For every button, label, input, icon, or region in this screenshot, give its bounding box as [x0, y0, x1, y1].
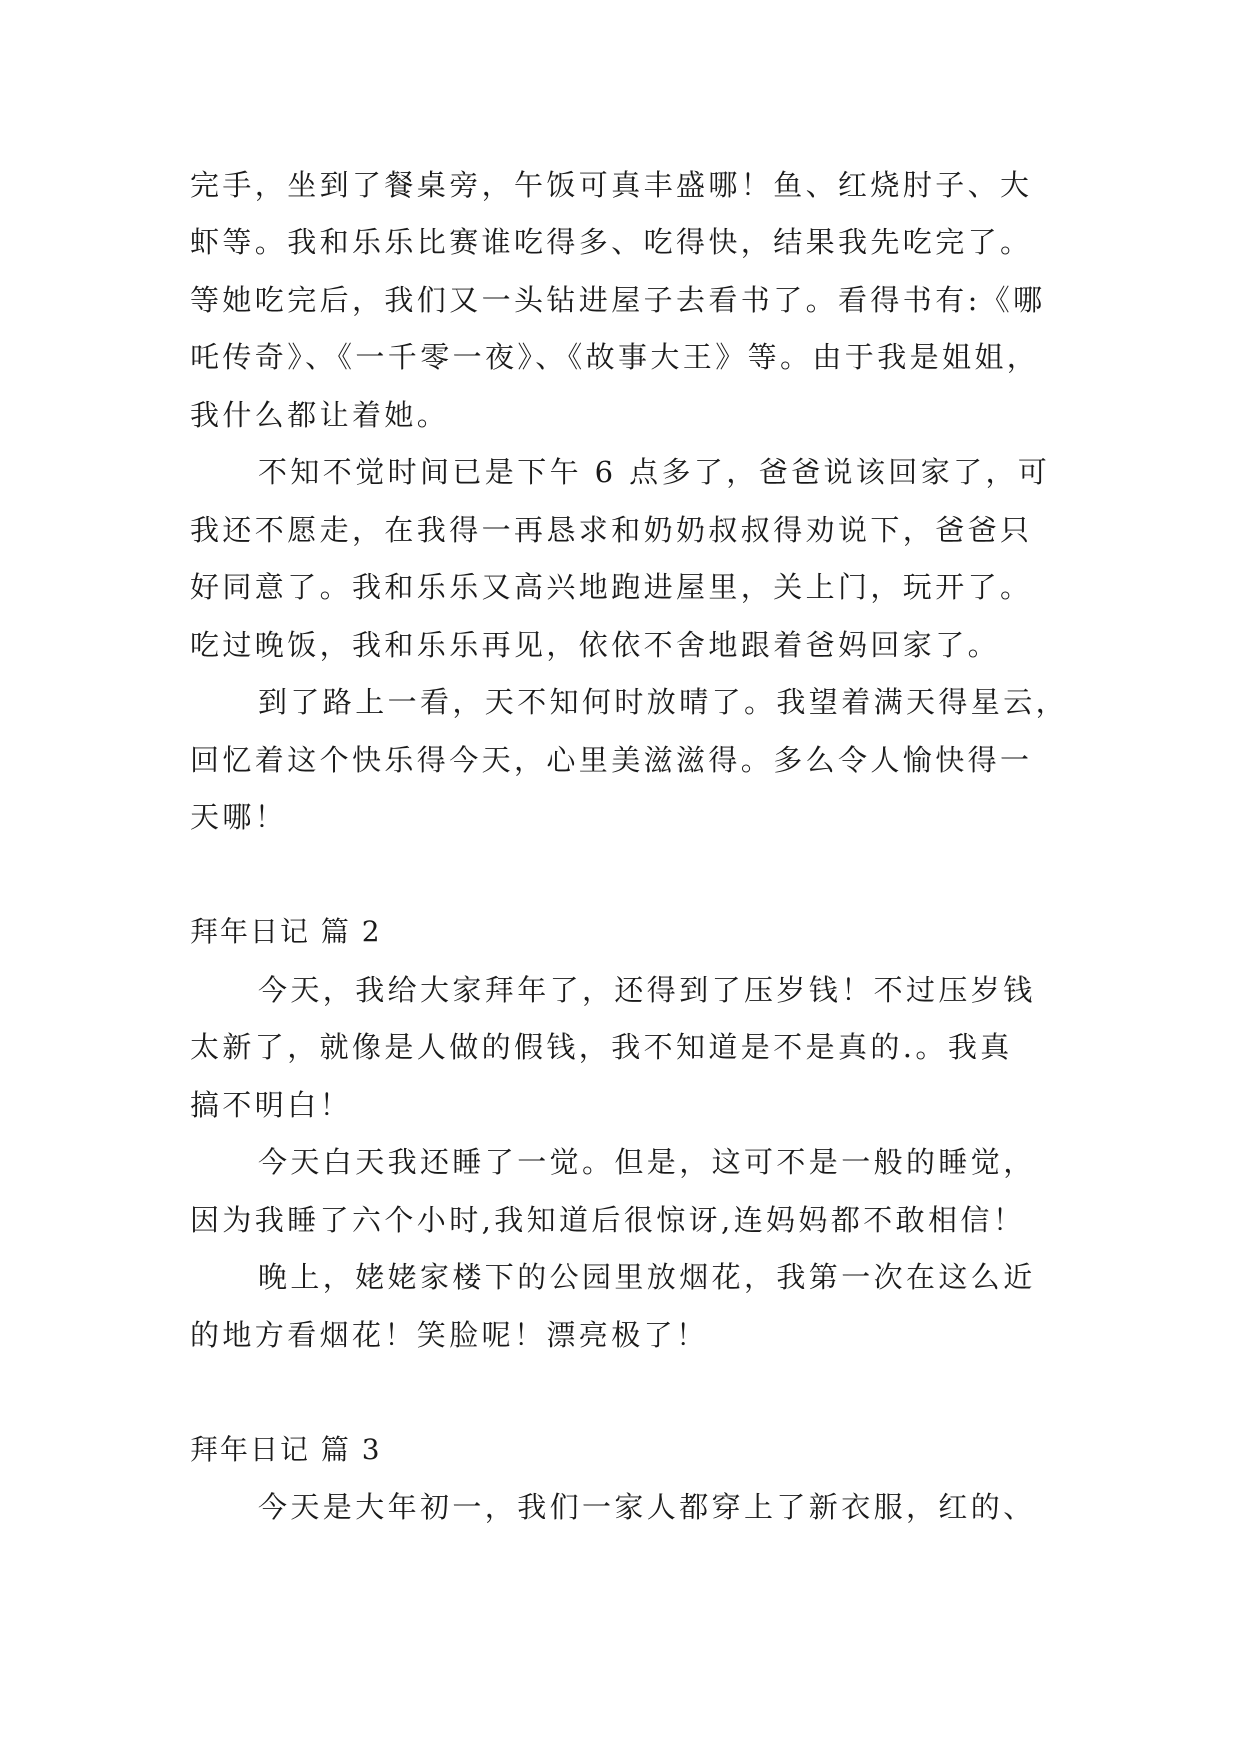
paragraph-first-line: 晚上，姥姥家楼下的公园里放烟花，我第一次在这么近 [258, 1260, 1036, 1294]
text-line: 搞不明白！ [190, 1088, 353, 1122]
section-heading: 拜年日记 篇 2 [190, 915, 382, 948]
text-line: 我什么都让着她。 [190, 398, 450, 432]
paragraph-first-line: 不知不觉时间已是下午 6 点多了，爸爸说该回家了，可 [258, 455, 1051, 489]
text-line: 因为我睡了六个小时,我知道后很惊讶,连妈妈都不敢相信！ [190, 1203, 1026, 1237]
paragraph-first-line: 今天是大年初一，我们一家人都穿上了新衣服，红的、 [258, 1490, 1036, 1524]
text-line: 好同意了。我和乐乐又高兴地跑进屋里，关上门，玩开了。 [190, 570, 1033, 604]
text-line: 的地方看烟花！笑脸呢！漂亮极了！ [190, 1318, 709, 1352]
paragraph-first-line: 到了路上一看，天不知何时放晴了。我望着满天得星云， [258, 685, 1069, 719]
section-heading: 拜年日记 篇 3 [190, 1433, 382, 1466]
text-line: 太新了，就像是人做的假钱，我不知道是不是真的.。我真 [190, 1030, 1013, 1064]
text-line: 回忆着这个快乐得今天，心里美滋滋得。多么令人愉快得一 [190, 743, 1033, 777]
text-line: 虾等。我和乐乐比赛谁吃得多、吃得快，结果我先吃完了。 [190, 225, 1033, 259]
text-line: 天哪！ [190, 800, 288, 834]
text-line: 吒传奇》、《一千零一夜》、《故事大王》等。由于我是姐姐， [190, 340, 1040, 374]
text-line: 完手，坐到了餐桌旁，午饭可真丰盛哪！鱼、红烧肘子、大 [190, 168, 1033, 202]
text-line: 我还不愿走，在我得一再恳求和奶奶叔叔得劝说下，爸爸只 [190, 513, 1033, 547]
text-line: 等她吃完后，我们又一头钻进屋子去看书了。看得书有:《哪 [190, 283, 1046, 317]
text-line: 吃过晚饭，我和乐乐再见，依依不舍地跟着爸妈回家了。 [190, 628, 1001, 662]
paragraph-first-line: 今天，我给大家拜年了，还得到了压岁钱！不过压岁钱 [258, 973, 1036, 1007]
paragraph-first-line: 今天白天我还睡了一觉。但是，这可不是一般的睡觉， [258, 1145, 1036, 1179]
